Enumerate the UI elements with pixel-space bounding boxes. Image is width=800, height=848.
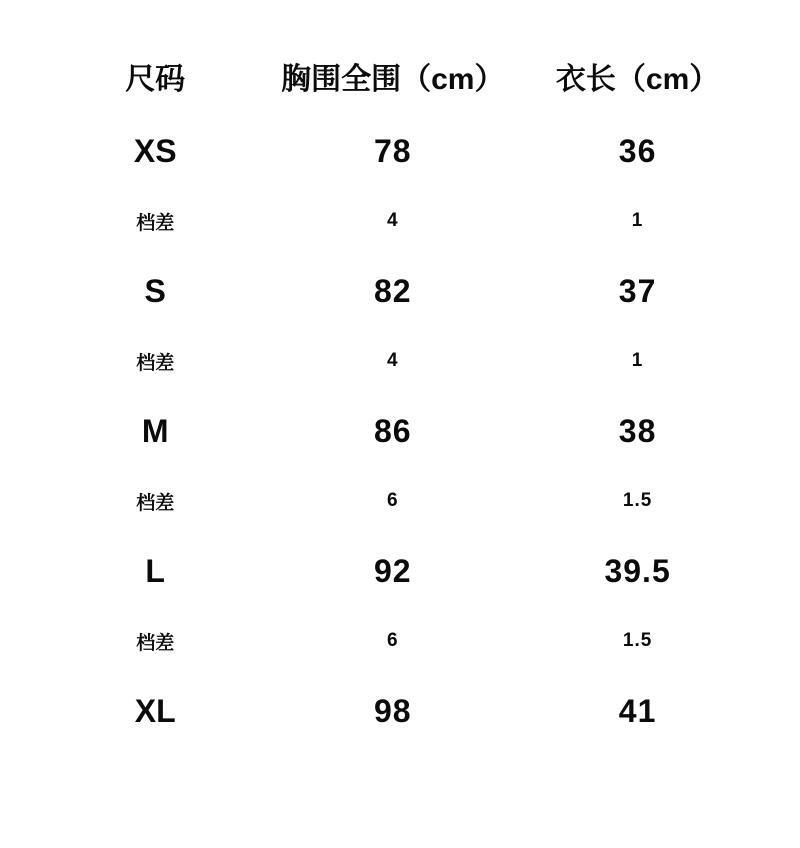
cell-bust: 82 [373, 272, 412, 309]
cell-bust: 6 [387, 490, 399, 511]
table-row [40, 466, 760, 536]
table-row [40, 676, 760, 746]
cell-length: 39.5 [604, 552, 671, 589]
column-header-bust: 胸围全围（cm） [281, 63, 505, 96]
table-row [40, 536, 760, 606]
cell-size: S [144, 272, 166, 309]
table-row [40, 396, 760, 466]
column-header-size: 尺码 [125, 63, 186, 96]
cell-bust: 78 [373, 132, 412, 169]
table-row [40, 326, 760, 396]
table-row [40, 606, 760, 676]
cell-length: 38 [618, 412, 657, 449]
cell-length: 37 [618, 272, 657, 309]
cell-bust: 6 [387, 630, 399, 651]
cell-length: 41 [618, 692, 657, 729]
cell-length: 1.5 [622, 630, 653, 651]
cell-bust: 92 [373, 552, 412, 589]
table-header-row [40, 48, 760, 116]
cell-size: L [145, 552, 165, 589]
table-row [40, 256, 760, 326]
cell-size: M [141, 412, 169, 449]
table-header [40, 48, 760, 116]
cell-length: 36 [618, 132, 657, 169]
cell-size: 档差 [136, 632, 175, 654]
cell-size: 档差 [136, 212, 175, 234]
cell-bust: 4 [387, 350, 399, 371]
size-chart-table [40, 48, 760, 746]
cell-length: 1.5 [622, 490, 653, 511]
table-row [40, 116, 760, 186]
cell-bust: 86 [373, 412, 412, 449]
column-header-length: 衣长（cm） [555, 63, 720, 96]
cell-bust: 4 [387, 210, 399, 231]
cell-length: 1 [631, 350, 644, 371]
cell-size: XL [134, 692, 176, 729]
cell-size: XS [133, 132, 177, 169]
cell-size: 档差 [136, 492, 175, 514]
table-body [40, 116, 760, 746]
table-row [40, 186, 760, 256]
cell-bust: 98 [373, 692, 412, 729]
cell-length: 1 [631, 210, 644, 231]
cell-size: 档差 [136, 352, 175, 374]
size-chart-document [0, 48, 800, 848]
